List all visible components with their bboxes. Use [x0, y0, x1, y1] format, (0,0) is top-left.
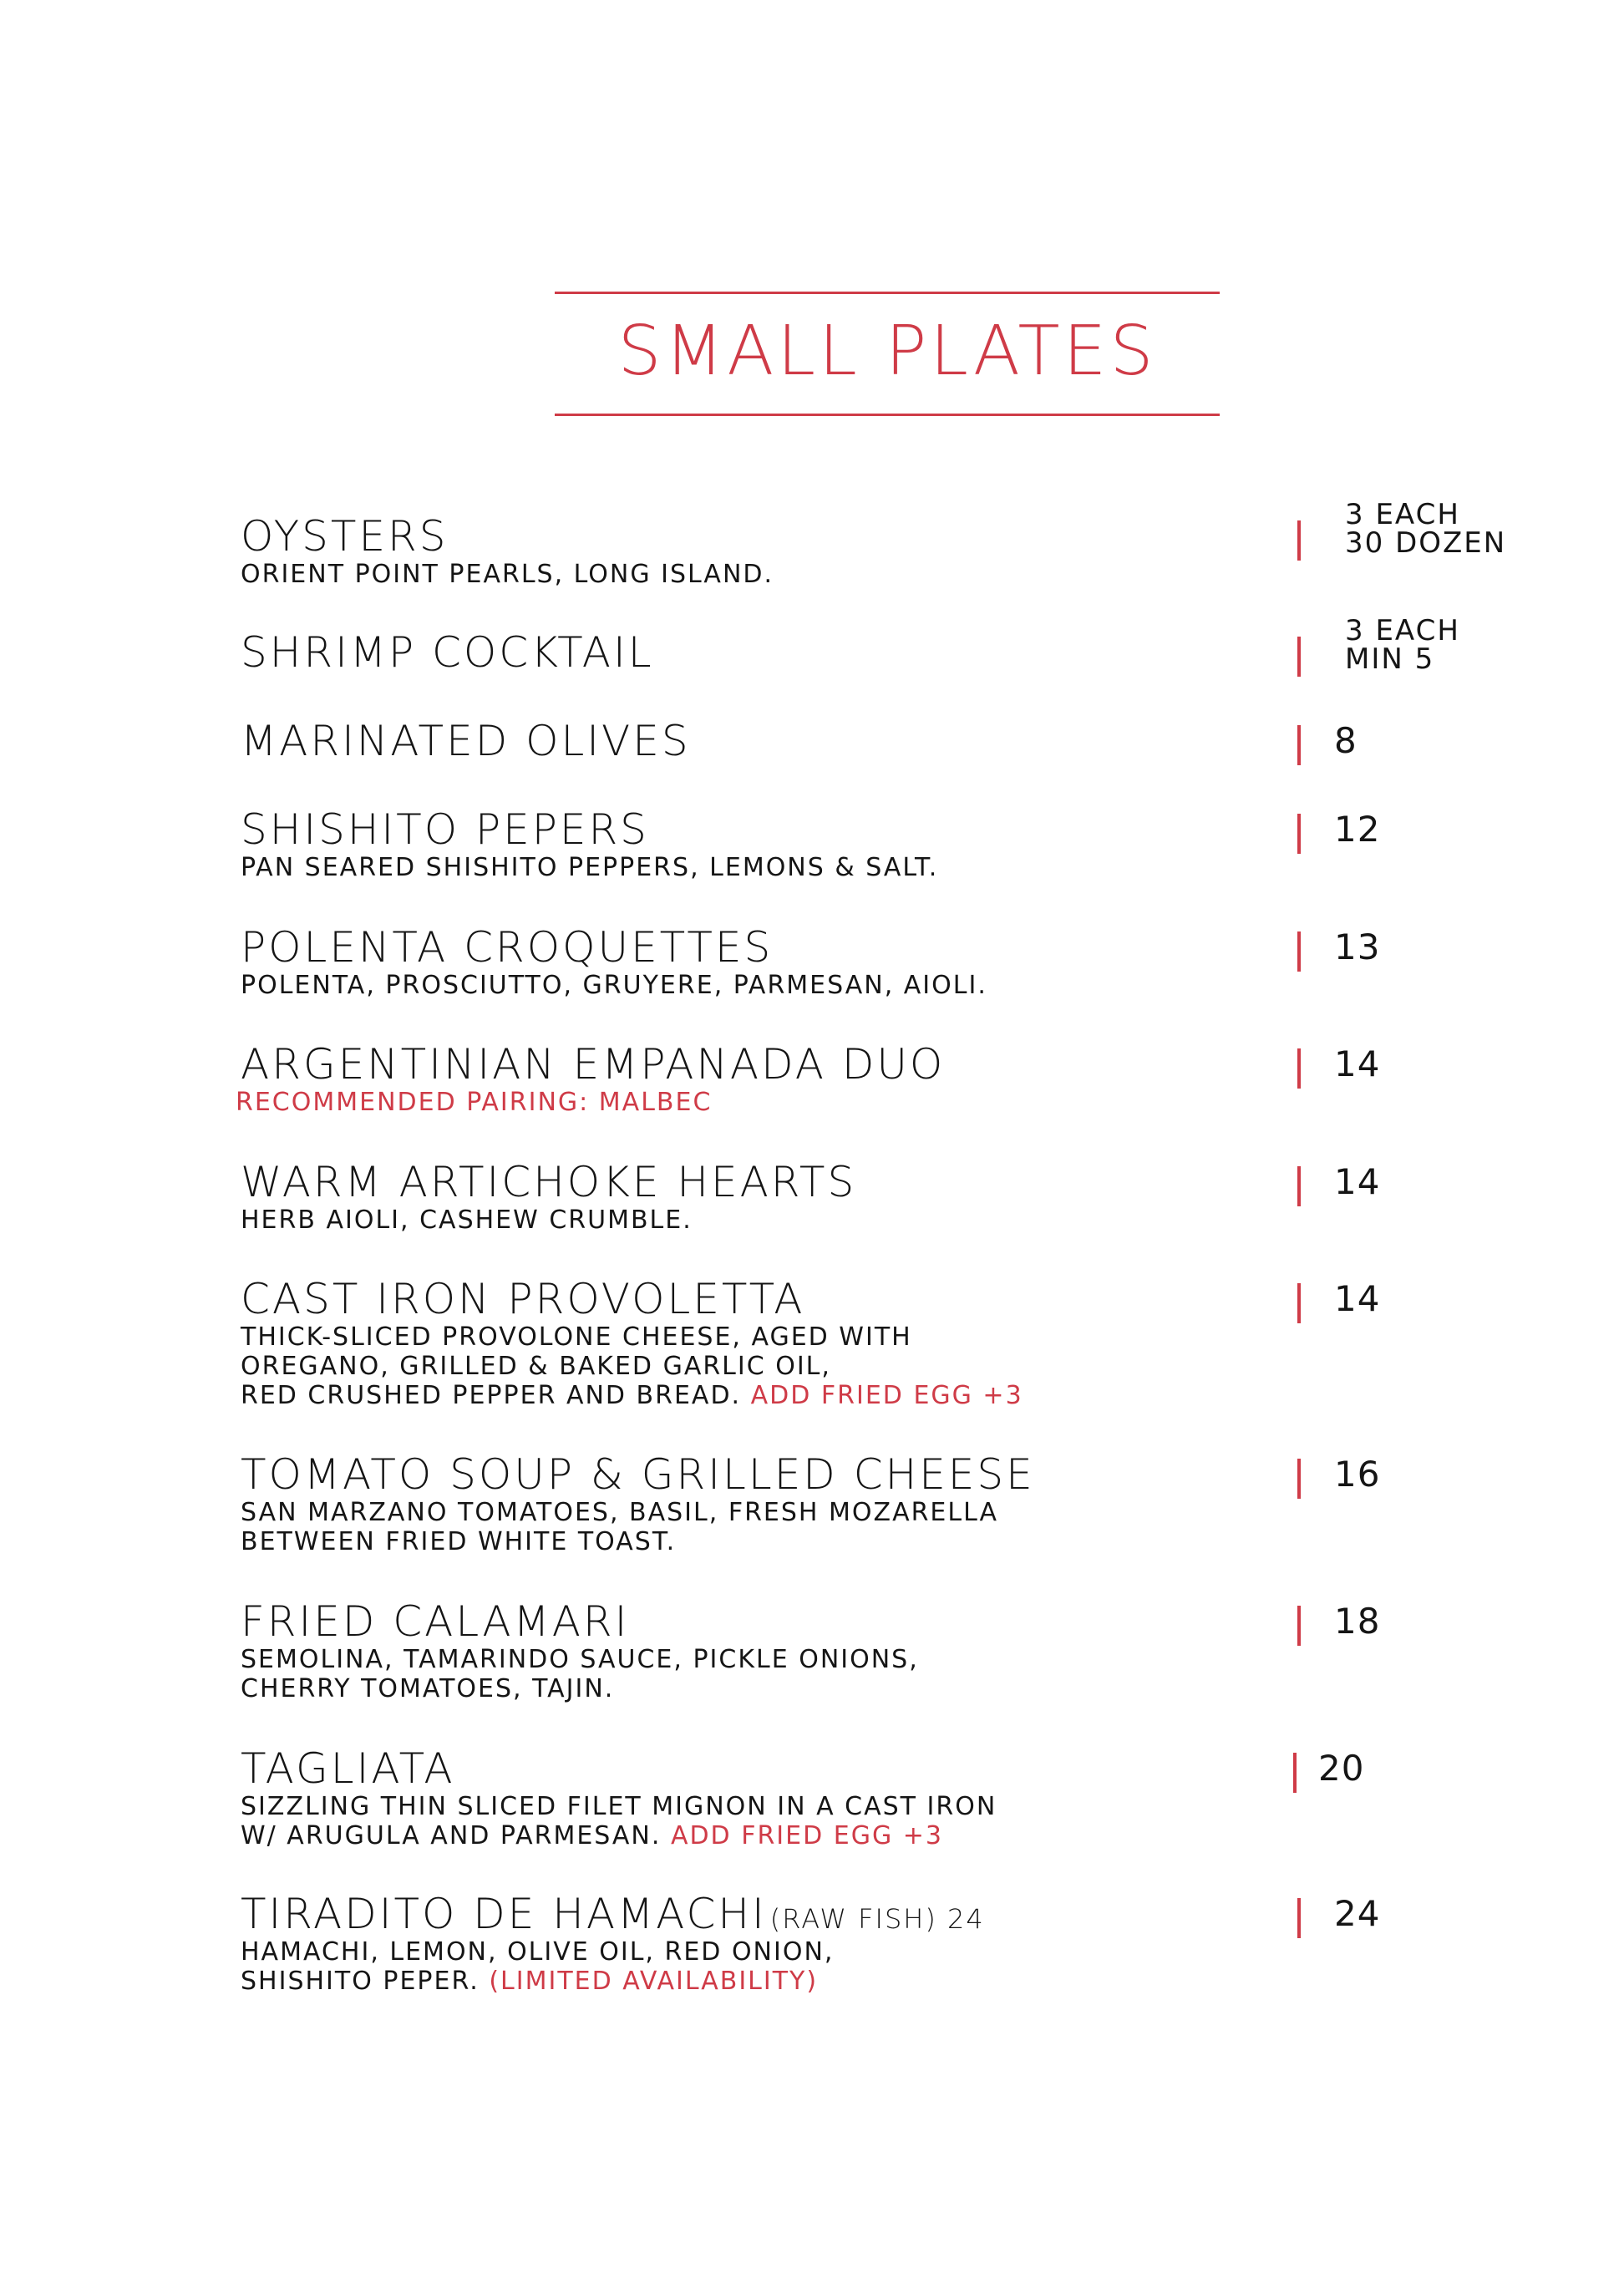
item-price: 16 [1334, 1454, 1381, 1495]
item-price: 14 [1334, 1043, 1381, 1084]
description-line [241, 1967, 834, 1996]
price-line: 30 DOZEN [1345, 526, 1507, 560]
price-divider [1293, 1753, 1297, 1793]
price-divider [1297, 931, 1301, 972]
item-name: FRIED CALAMARI [241, 1597, 630, 1646]
description-line: THICK-SLICED PROVOLONE CHEESE, AGED WITH [241, 1322, 912, 1352]
item-price: 8 [1334, 720, 1358, 761]
item-name: TAGLIATA [241, 1744, 455, 1793]
price-divider [1297, 1898, 1301, 1938]
description-text: W/ ARUGULA AND PARMESAN. [241, 1821, 662, 1850]
item-price: 24 [1334, 1893, 1381, 1934]
price-divider [1297, 1606, 1301, 1646]
description-line: SIZZLING THIN SLICED FILET MIGNON IN A CAST IRON [241, 1792, 997, 1821]
description-line: HAMACHI, LEMON, OLIVE OIL, RED ONION, [241, 1937, 835, 1967]
price-divider [1297, 814, 1301, 854]
item-name: MARINATED OLIVES [241, 717, 691, 765]
description-line: HERB AIOLI, CASHEW CRUMBLE. [241, 1206, 693, 1235]
item-description [241, 1792, 997, 1850]
item-name: ARGENTINIAN EMPANADA DUO [241, 1040, 946, 1089]
description-line: SEMOLINA, TAMARINDO SAUCE, PICKLE ONIONS, [241, 1645, 919, 1674]
description-line [241, 1821, 997, 1850]
item-description [241, 560, 774, 589]
section-title: SMALL PLATES [617, 312, 1157, 391]
description-line: ORIENT POINT PEARLS, LONG ISLAND. [241, 560, 774, 589]
price-divider [1297, 637, 1301, 677]
item-name: SHISHITO PEPERS [241, 805, 649, 854]
item-name: WARM ARTICHOKE HEARTS [241, 1158, 857, 1206]
addon-note: ADD FRIED EGG +3 [670, 1821, 943, 1850]
item-name: SHRIMP COCKTAIL [241, 628, 654, 677]
description-line: POLENTA, PROSCIUTTO, GRUYERE, PARMESAN, AIOLI. [241, 971, 987, 1000]
price-divider [1297, 1166, 1301, 1206]
description-line [241, 1381, 1023, 1410]
item-price: 18 [1334, 1601, 1381, 1642]
price-divider [1297, 1283, 1301, 1323]
description-line: CHERRY TOMATOES, TAJIN. [241, 1674, 615, 1703]
item-description [241, 1645, 919, 1703]
item-price: 14 [1334, 1278, 1381, 1319]
price-line: MIN 5 [1345, 642, 1435, 676]
item-name: TOMATO SOUP & GRILLED CHEESE [241, 1450, 1035, 1499]
price-divider [1297, 1459, 1301, 1499]
item-name-note: (RAW FISH) 24 [769, 1903, 985, 1935]
item-price: 12 [1334, 809, 1381, 850]
price-divider [1297, 1048, 1301, 1089]
addon-note: ADD FRIED EGG +3 [750, 1381, 1023, 1410]
item-description [241, 1498, 998, 1556]
item-name: POLENTA CROQUETTES [241, 923, 774, 972]
description-line: BETWEEN FRIED WHITE TOAST. [241, 1527, 677, 1556]
price-line: 3 EACH [1345, 498, 1460, 531]
item-name [241, 1890, 985, 1938]
item-pairing-note: RECOMMENDED PAIRING: MALBEC [236, 1088, 713, 1117]
description-line: OREGANO, GRILLED & BAKED GARLIC OIL, [241, 1352, 831, 1381]
item-name: OYSTERS [241, 512, 449, 561]
item-description [241, 1937, 834, 1996]
item-price: 20 [1318, 1748, 1365, 1789]
item-description [241, 1206, 693, 1235]
price-divider [1297, 725, 1301, 765]
item-name-text: TIRADITO DE HAMACHI [241, 1890, 767, 1938]
section-header [555, 292, 1220, 416]
item-description [241, 971, 987, 1000]
item-description [241, 853, 938, 882]
description-line: PAN SEARED SHISHITO PEPPERS, LEMONS & SALT. [241, 853, 939, 882]
price-divider [1297, 520, 1301, 561]
item-name: CAST IRON PROVOLETTA [241, 1275, 805, 1323]
price-line: 3 EACH [1345, 614, 1460, 647]
description-text: SHISHITO PEPER. [241, 1967, 480, 1996]
description-text: RED CRUSHED PEPPER AND BREAD. [241, 1381, 742, 1410]
availability-note: (LIMITED AVAILABILITY) [489, 1967, 819, 1996]
item-price: 13 [1334, 926, 1381, 967]
description-line: SAN MARZANO TOMATOES, BASIL, FRESH MOZARELLA [241, 1498, 999, 1527]
item-price: 14 [1334, 1161, 1381, 1202]
item-price [1345, 614, 1460, 676]
item-description [241, 1322, 1023, 1410]
item-price [1345, 498, 1507, 560]
